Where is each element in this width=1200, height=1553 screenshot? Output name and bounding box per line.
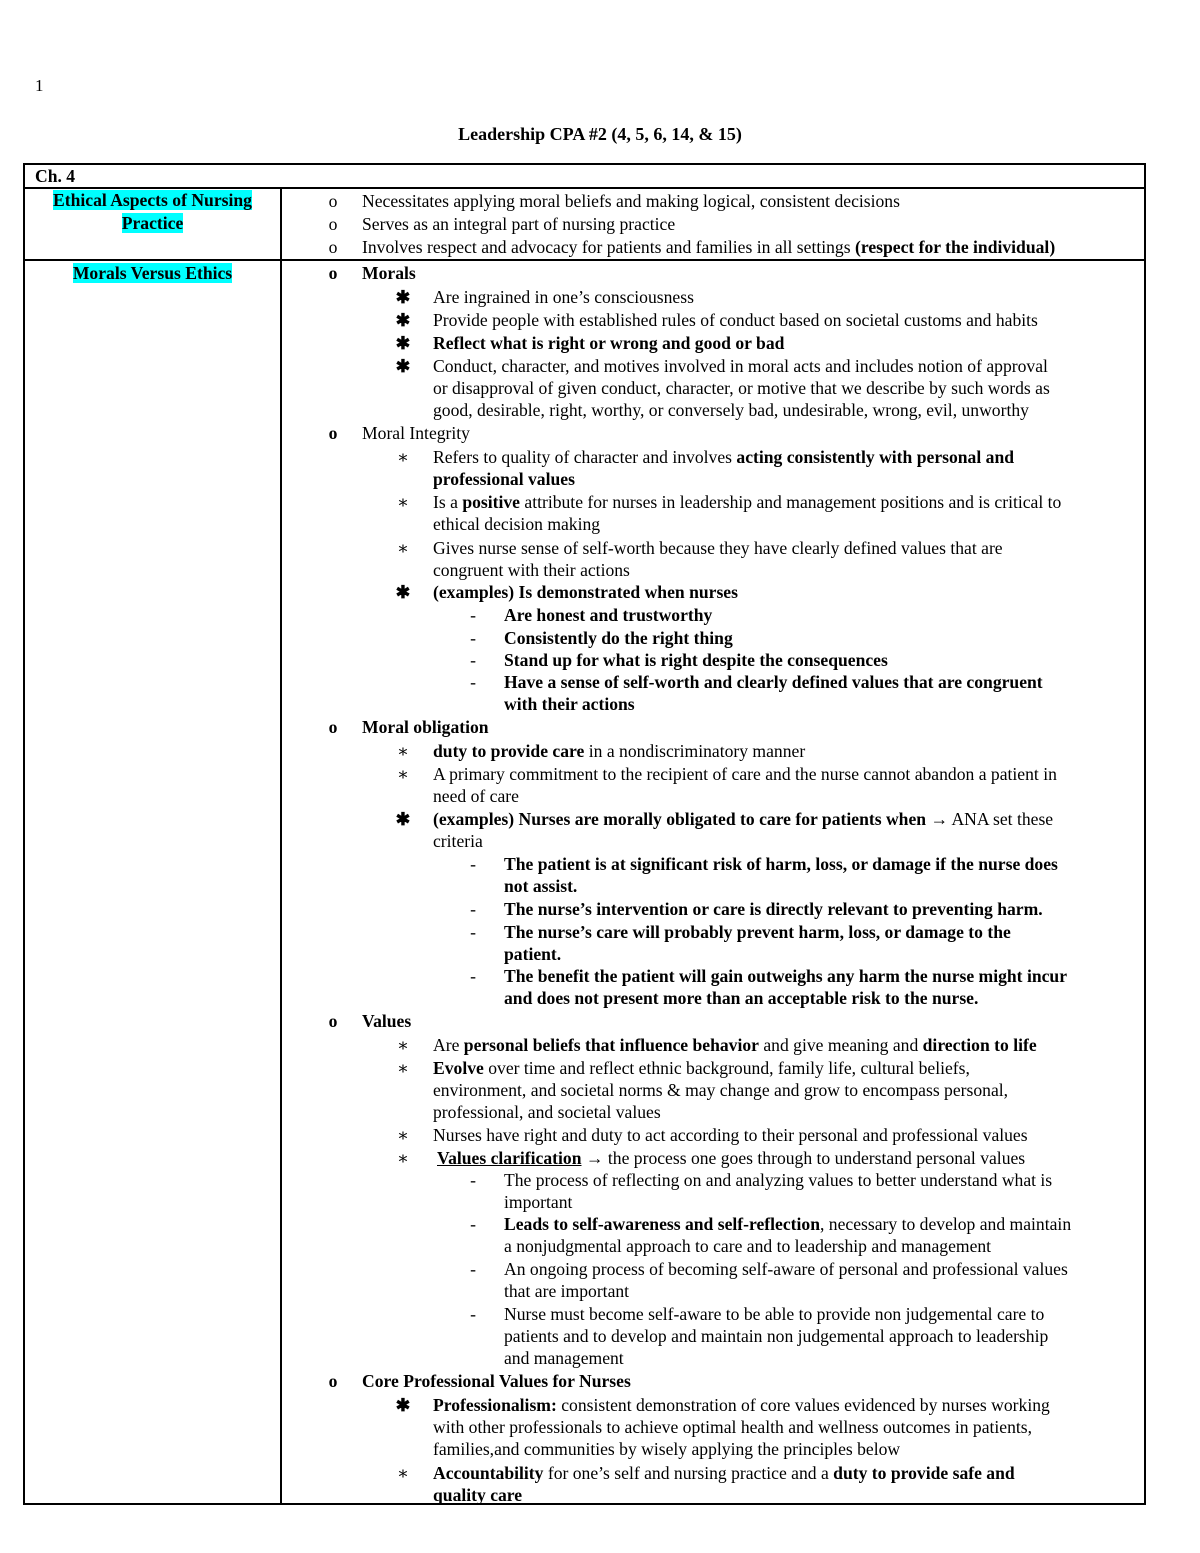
list-item: Refers to quality of character and involves acting consistently with personal and (433, 447, 1015, 467)
list-item: Nurses have right and duty to act according to their personal and professional values (433, 1125, 1028, 1145)
list-item: (examples) Is demonstrated when nurses (433, 582, 738, 602)
dash-bullet: - (470, 1214, 476, 1234)
list-item-cont: criteria (433, 831, 483, 851)
sub-item-cont: important (504, 1192, 573, 1212)
circle-bullet: o (328, 263, 338, 283)
star-bullet: ∗ (397, 538, 409, 558)
sub-item-cont: with their actions (504, 694, 635, 714)
circle-bullet: o (328, 717, 338, 737)
notes-table (23, 163, 1146, 1505)
star-bullet: ✱ (395, 333, 411, 353)
chapter-label: Ch. 4 (35, 166, 76, 186)
list-item-cont: with other professionals to achieve optimal health and wellness outcomes in patients, (433, 1417, 1033, 1437)
dash-bullet: - (470, 966, 476, 986)
list-item-cont: ethical decision making (433, 514, 601, 534)
sub-item: The process of reflecting on and analyzing values to better understand what is (504, 1170, 1053, 1190)
sub-item: Are honest and trustworthy (504, 605, 713, 625)
list-item: Is a positive attribute for nurses in leadership and management positions and is critical to (433, 492, 1062, 512)
sub-item: The benefit the patient will gain outweighs any harm the nurse might incur (504, 966, 1068, 986)
list-item-cont: environment, and societal norms & may change and grow to encompass personal, (433, 1080, 1009, 1100)
section-heading-morals-vs-ethics: Morals Versus Ethics (72, 263, 233, 283)
column-divider (280, 187, 282, 1503)
sub-item-cont: and management (504, 1348, 624, 1368)
sub-item-cont: that are important (504, 1281, 630, 1301)
page-number: 1 (35, 76, 44, 95)
circle-bullet: o (328, 237, 338, 257)
star-bullet: ✱ (395, 809, 411, 829)
list-item: Values clarification → the process one goes through to understand personal values (437, 1148, 1026, 1168)
circle-bullet: o (328, 191, 338, 211)
star-bullet: ∗ (397, 492, 409, 512)
list-item: Necessitates applying moral beliefs and making logical, consistent decisions (362, 191, 900, 211)
list-item-cont: need of care (433, 786, 519, 806)
star-bullet: ✱ (395, 1395, 411, 1415)
list-item-cont: quality care (433, 1485, 523, 1505)
dash-bullet: - (470, 605, 476, 625)
list-item-cont: professional, and societal values (433, 1102, 661, 1122)
dash-bullet: - (470, 672, 476, 692)
list-item: Accountability for one’s self and nursing practice and a duty to provide safe and (433, 1463, 1015, 1483)
dash-bullet: - (470, 650, 476, 670)
sub-item: Leads to self-awareness and self-reflection, necessary to develop and maintain (504, 1214, 1072, 1234)
list-item: A primary commitment to the recipient of care and the nurse cannot abandon a patient in (433, 764, 1057, 784)
star-bullet: ∗ (397, 1058, 409, 1078)
sub-item-cont: and does not present more than an acceptable risk to the nurse. (504, 988, 979, 1008)
sub-item: Have a sense of self-worth and clearly defined values that are congruent (504, 672, 1043, 692)
sub-item: The nurse’s care will probably prevent harm, loss, or damage to the (504, 922, 1011, 942)
list-item: Are personal beliefs that influence behavior and give meaning and direction to life (433, 1035, 1037, 1055)
list-item-cont: congruent with their actions (433, 560, 630, 580)
sub-item: The nurse’s intervention or care is directly relevant to preventing harm. (504, 899, 1043, 919)
list-item-cont: or disapproval of given conduct, character, or motive that we describe by such words as (433, 378, 1050, 398)
moral-integrity-label: Moral Integrity (362, 423, 470, 443)
star-bullet: ∗ (397, 1463, 409, 1483)
sub-item-cont: patient. (504, 944, 562, 964)
values-label: Values (362, 1011, 412, 1031)
row-divider (25, 259, 1144, 261)
star-bullet: ✱ (395, 582, 411, 602)
dash-bullet: - (470, 899, 476, 919)
list-item-cont: professional values (433, 469, 575, 489)
sub-item-cont: not assist. (504, 876, 578, 896)
dash-bullet: - (470, 854, 476, 874)
list-item: Involves respect and advocacy for patients and families in all settings (respect for the individual) (362, 237, 1056, 257)
list-item: Conduct, character, and motives involved in moral acts and includes notion of approval (433, 356, 1048, 376)
sub-item: Stand up for what is right despite the consequences (504, 650, 888, 670)
dash-bullet: - (470, 1304, 476, 1324)
list-item: duty to provide care in a nondiscriminatory manner (433, 741, 806, 761)
list-item: Serves as an integral part of nursing practice (362, 214, 676, 234)
star-bullet: ✱ (395, 310, 411, 330)
star-bullet: ∗ (397, 1148, 409, 1168)
list-item: Evolve over time and reflect ethnic background, family life, cultural beliefs, (433, 1058, 970, 1078)
circle-bullet: o (328, 1011, 338, 1031)
star-bullet: ∗ (397, 447, 409, 467)
list-item: Reflect what is right or wrong and good or bad (433, 333, 785, 353)
morals-label: Morals (362, 263, 416, 283)
core-values-label: Core Professional Values for Nurses (362, 1371, 631, 1391)
document-title: Leadership CPA #2 (4, 5, 6, 14, & 15) (458, 124, 742, 144)
list-item-cont: good, desirable, right, worthy, or conversely bad, undesirable, wrong, evil, unworthy (433, 400, 1029, 420)
moral-obligation-label: Moral obligation (362, 717, 489, 737)
circle-bullet: o (328, 1371, 338, 1391)
sub-item: Nurse must become self-aware to be able to provide non judgemental care to (504, 1304, 1045, 1324)
dash-bullet: - (470, 628, 476, 648)
list-item: Provide people with established rules of conduct based on societal customs and habits (433, 310, 1038, 330)
list-item: Are ingrained in one’s consciousness (433, 287, 694, 307)
list-item-cont: families,and communities by wisely applying the principles below (433, 1439, 901, 1459)
star-bullet: ∗ (397, 1125, 409, 1145)
circle-bullet: o (328, 214, 338, 234)
star-bullet: ✱ (395, 356, 411, 376)
section-heading-ethical-aspects: Ethical Aspects of Nursing Practice (53, 190, 252, 233)
sub-item: Consistently do the right thing (504, 628, 733, 648)
chapter-header-row (25, 165, 1144, 189)
star-bullet: ∗ (397, 1035, 409, 1055)
sub-item: An ongoing process of becoming self-aware of personal and professional values (504, 1259, 1068, 1279)
sub-item-cont: patients and to develop and maintain non judgemental approach to leadership (504, 1326, 1049, 1346)
dash-bullet: - (470, 922, 476, 942)
list-item: (examples) Nurses are morally obligated to care for patients when → ANA set these (433, 809, 1054, 829)
star-bullet: ∗ (397, 741, 409, 761)
list-item: Professionalism: consistent demonstration of core values evidenced by nurses working (433, 1395, 1050, 1415)
dash-bullet: - (470, 1170, 476, 1190)
list-item: Gives nurse sense of self-worth because they have clearly defined values that are (433, 538, 1003, 558)
star-bullet: ✱ (395, 287, 411, 307)
circle-bullet: o (328, 423, 338, 443)
sub-item-cont: a nonjudgmental approach to care and to leadership and management (504, 1236, 992, 1256)
sub-item: The patient is at significant risk of harm, loss, or damage if the nurse does (504, 854, 1058, 874)
dash-bullet: - (470, 1259, 476, 1279)
star-bullet: ∗ (397, 764, 409, 784)
